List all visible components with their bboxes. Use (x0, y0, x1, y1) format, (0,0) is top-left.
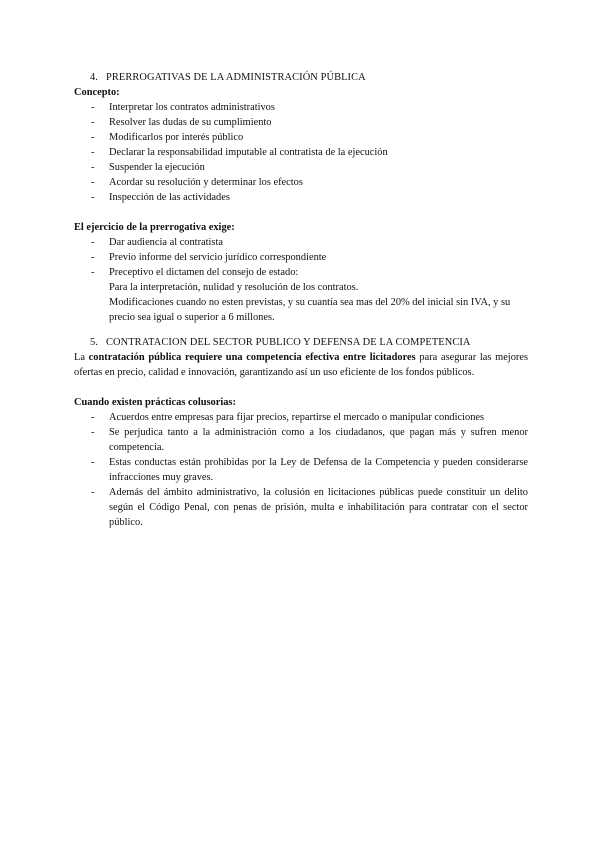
exercise-continuation-2: Modificaciones cuando no esten previstas, y su cuantía sea mas del 20% del inicial sin IVA, y su precio sea igual o superior a 6 millones. (109, 297, 511, 323)
section-5-intro: La contratación pública requiere una competencia efectiva entre licitadores para asegurar las mejores ofertas en precio, calidad e innovación, garantizando así un uso eficiente de los fondos públicos. (74, 352, 529, 378)
list-item: - Estas conductas están prohibidas por la Ley de Defensa de la Competencia y pueden considerarse infracciones muy graves. (91, 457, 528, 483)
section-5-number: 5. (90, 337, 98, 348)
list-item: - Se perjudica tanto a la administración como a los ciudadanos, que pagan más y sufren menor competencia. (91, 427, 528, 453)
list-item: - Además del ámbito administrativo, la colusión en licitaciones públicas puede constituir un delito según el Código Penal, con penas de prisión, multa e inhabilitación para contratar con el sector público. (91, 487, 528, 528)
practices-list (74, 410, 528, 530)
section-5-title: CONTRATACION DEL SECTOR PUBLICO Y DEFENSA DE LA COMPETENCIA (106, 337, 471, 348)
list-item: - Declarar la responsabilidad imputable al contratista de la ejecución (91, 147, 388, 158)
list-item: - Inspección de las actividades (91, 192, 230, 203)
exercise-list (74, 235, 528, 280)
section-4 (74, 70, 528, 325)
list-item: - Acordar su resolución y determinar los efectos (91, 177, 303, 188)
list-item: - Modificarlos por interés público (91, 132, 244, 143)
list-item: - Dar audiencia al contratista (91, 237, 223, 248)
section-5-heading (74, 335, 528, 350)
list-item: - Acuerdos entre empresas para fijar precios, repartirse el mercado o manipular condiciones (91, 412, 485, 423)
concept-label: Concepto: (74, 87, 120, 98)
section-4-number: 4. (90, 72, 98, 83)
list-item: - Interpretar los contratos administrativos (91, 102, 275, 113)
list-item: - Preceptivo el dictamen del consejo de estado: (91, 267, 299, 278)
list-item: - Previo informe del servicio jurídico correspondiente (91, 252, 327, 263)
section-4-heading (74, 70, 528, 85)
exercise-label: El ejercicio de la prerrogativa exige: (74, 222, 235, 233)
section-5 (74, 335, 528, 530)
list-item: - Resolver las dudas de su cumplimiento (91, 117, 272, 128)
exercise-continuation-1: Para la interpretación, nulidad y resolución de los contratos. (109, 282, 359, 293)
intro-emphasis: contratación pública requiere una competencia efectiva entre licitadores (88, 352, 416, 363)
section-4-title: PRERROGATIVAS DE LA ADMINISTRACIÓN PÚBLICA (106, 72, 366, 83)
practices-label: Cuando existen prácticas colusorias: (74, 397, 236, 408)
concept-list (74, 100, 528, 205)
list-item: - Suspender la ejecución (91, 162, 205, 173)
